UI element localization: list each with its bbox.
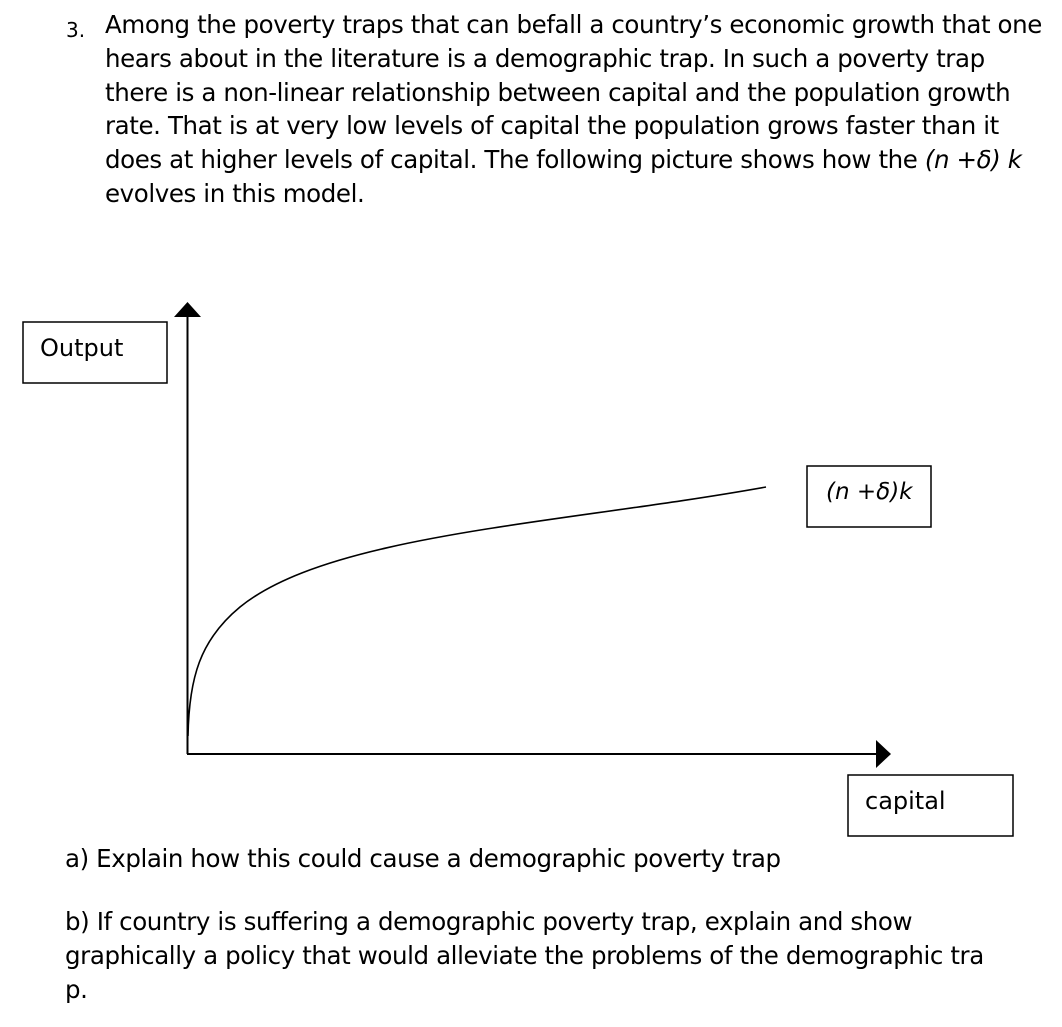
x-axis-arrowhead (876, 740, 891, 768)
question-text-formula: (n +δ) k (924, 145, 1022, 175)
demographic-trap-diagram (0, 290, 1062, 850)
part-b-line-1: b) If country is suffering a demographic poverty trap, explain and show (65, 907, 913, 936)
question-text (105, 8, 1050, 211)
part-b-line-3: p. (65, 975, 88, 1004)
part-b (65, 905, 1045, 1007)
n-delta-k-curve (188, 487, 766, 736)
x-axis-label: capital (865, 787, 946, 815)
curve-label: (n +δ)k (826, 479, 913, 505)
question-number: 3. (66, 18, 86, 42)
part-b-line-2: graphically a policy that would alleviate the problems of the demographic tra (65, 941, 984, 970)
question-text-intro: Among the poverty traps that can befall a country’s economic growth that one hears about in the literature is a demographic trap. In such a poverty trap there is a non-linear relationship between capital and the population growth rate. That is at very low levels of capital the population grows faster than it does at higher levels of capital. The following picture shows how the (105, 10, 1042, 175)
y-axis-arrowhead (174, 302, 201, 317)
part-a: a) Explain how this could cause a demographic poverty trap (65, 844, 781, 873)
question-text-end: evolves in this model. (105, 178, 365, 208)
y-axis-label: Output (40, 334, 124, 362)
